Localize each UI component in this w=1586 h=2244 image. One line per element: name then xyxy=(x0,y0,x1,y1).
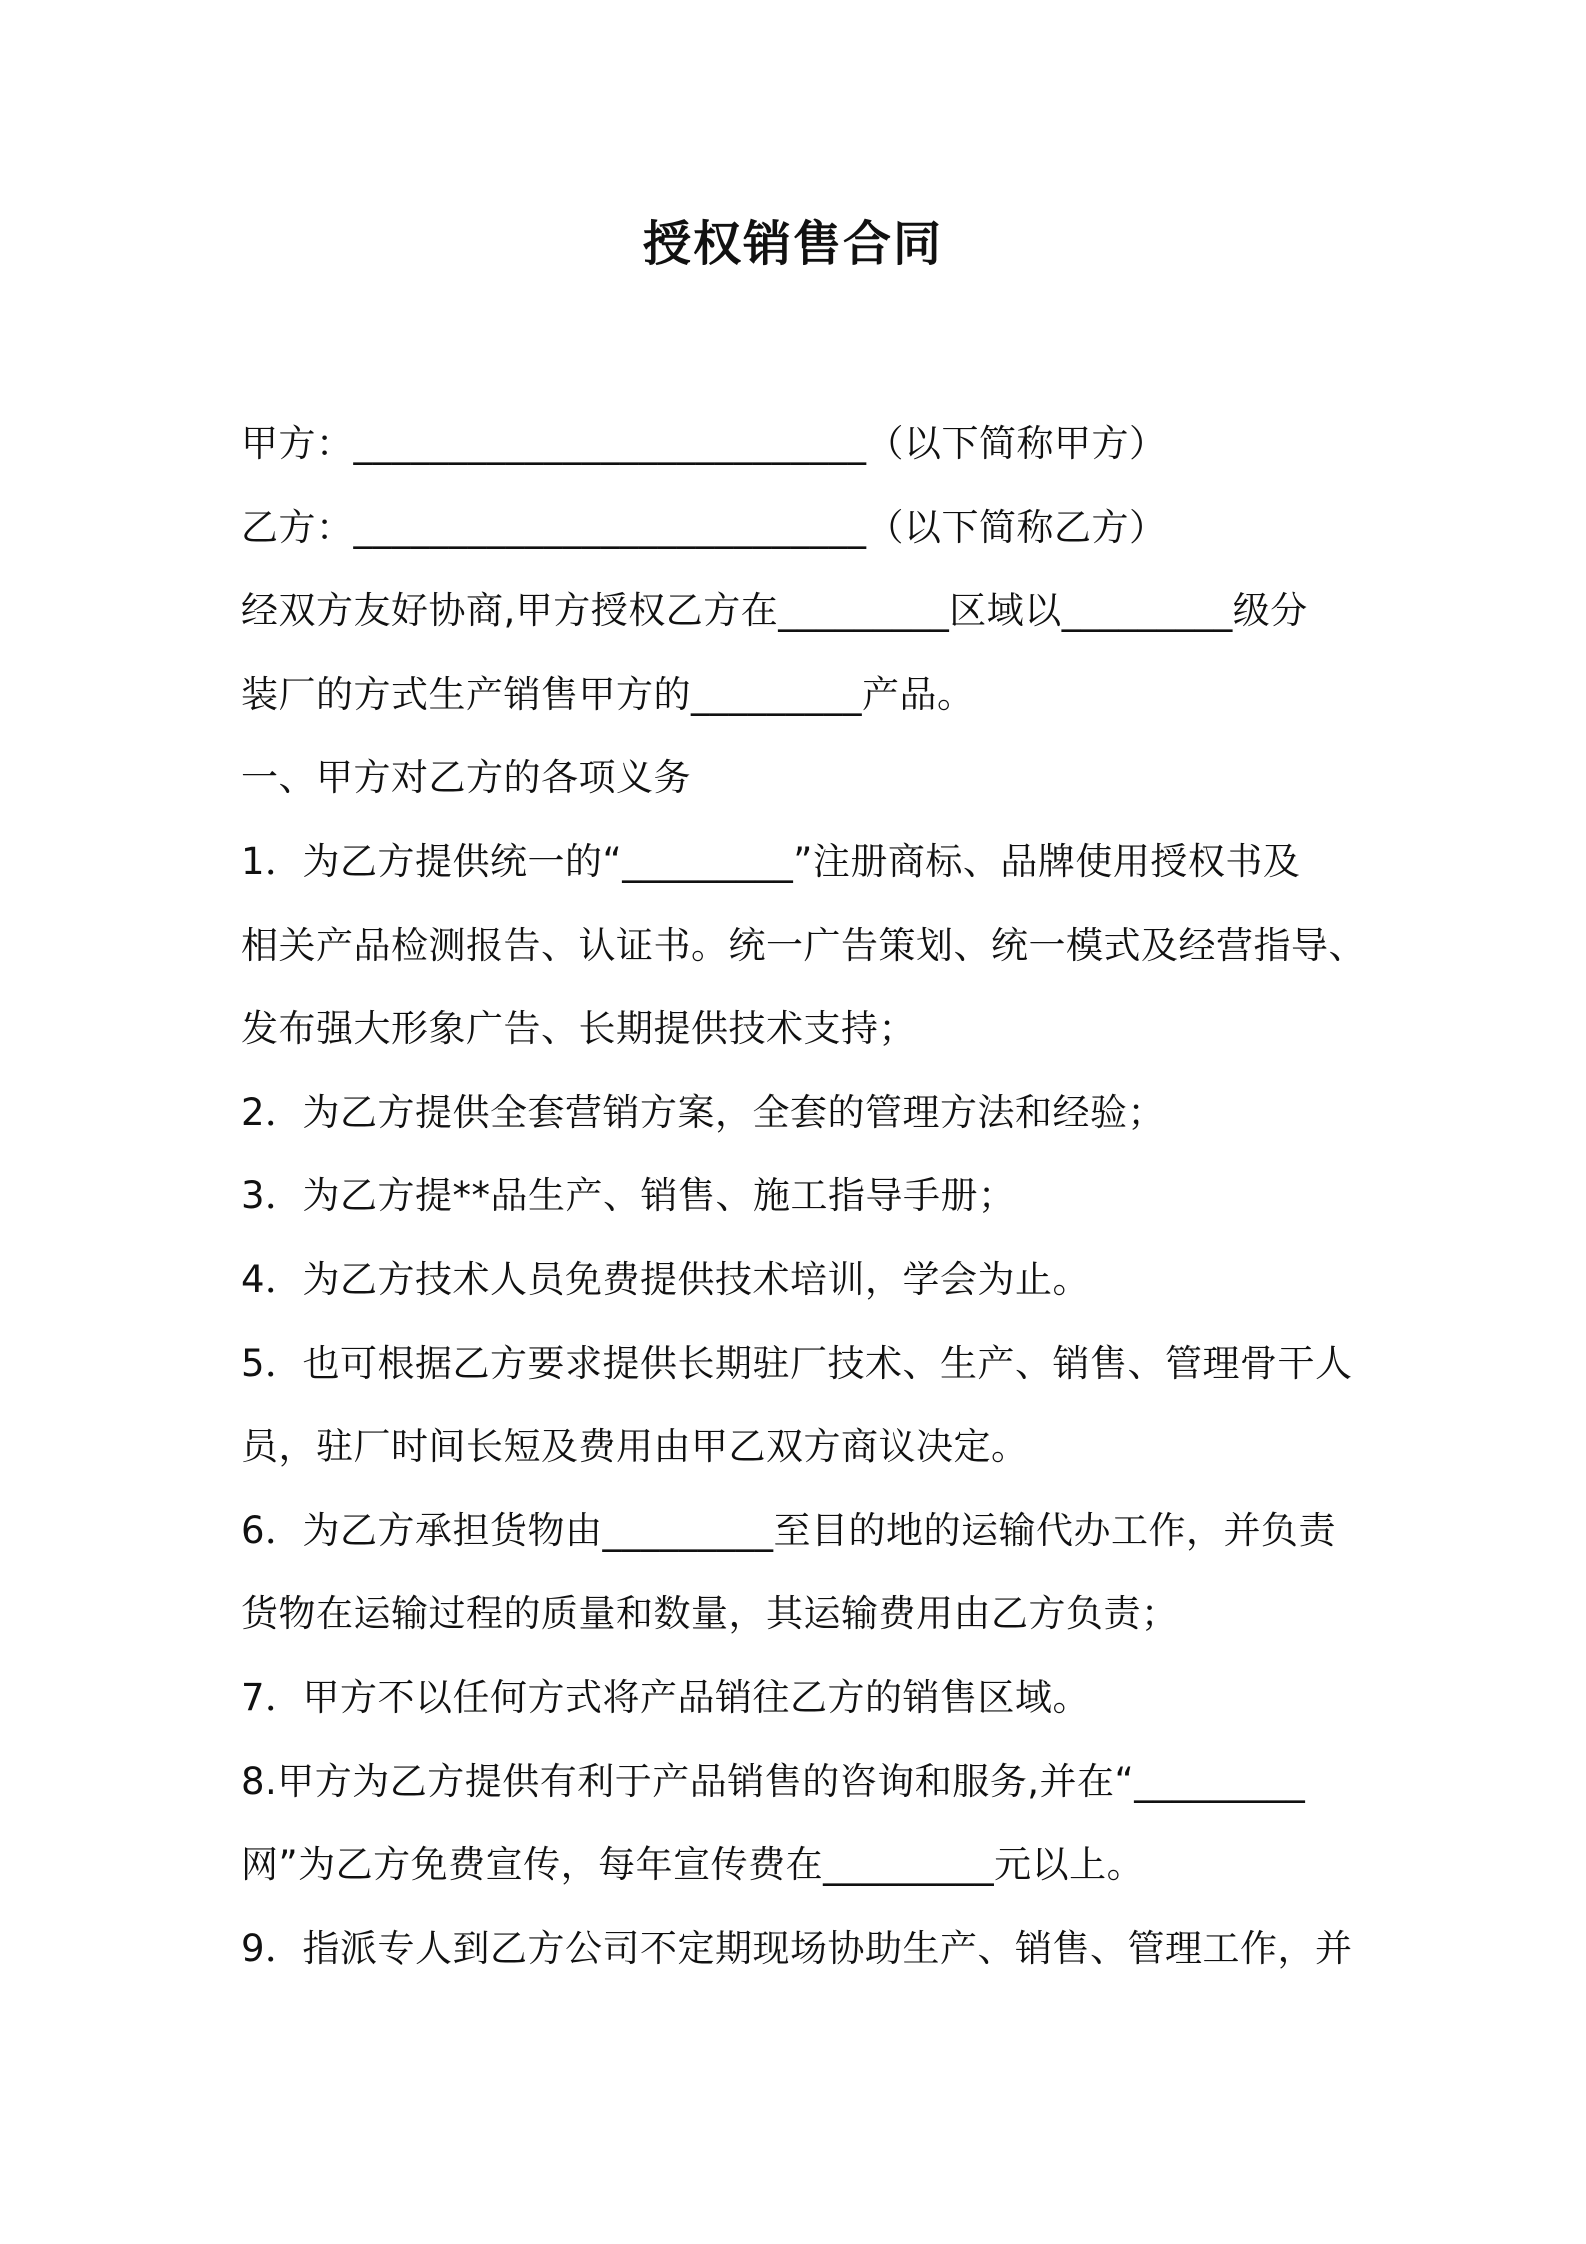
party-b-line: 乙方：___________________________（以下简称乙方） xyxy=(241,505,1167,549)
clause-5-line-1: 5．也可根据乙方要求提供长期驻厂技术、生产、销售、管理骨干人 xyxy=(241,1341,1353,1385)
clause-8-line-2: 网”为乙方免费宣传，每年宣传费在_________元以上。 xyxy=(241,1843,1145,1887)
section-heading-1: 一、甲方对乙方的各项义务 xyxy=(241,756,691,800)
clause-4-line-1: 4．为乙方技术人员免费提供技术培训，学会为止。 xyxy=(241,1257,1091,1301)
clause-2-line-1: 2．为乙方提供全套营销方案，全套的管理方法和经验； xyxy=(241,1090,1166,1134)
clause-9-line-1: 9．指派专人到乙方公司不定期现场协助生产、销售、管理工作，并 xyxy=(241,1926,1353,1970)
party-a-line: 甲方：___________________________（以下简称甲方） xyxy=(241,422,1167,465)
document-title: 授权销售合同 xyxy=(642,216,943,272)
clause-1-line-1: 1．为乙方提供统一的“_________”注册商标、品牌使用授权书及 xyxy=(241,839,1301,883)
clause-7-line-1: 7．甲方不以任何方式将产品销往乙方的销售区域。 xyxy=(241,1675,1091,1719)
document-body xyxy=(241,402,1366,1990)
clause-1-line-2: 相关产品检测报告、认证书。统一广告策划、统一模式及经营指导、 xyxy=(241,923,1366,967)
clause-1-line-3: 发布强大形象广告、长期提供技术支持； xyxy=(241,1007,916,1051)
clause-6-line-1: 6．为乙方承担货物由_________至目的地的运输代办工作，并负责 xyxy=(241,1508,1337,1552)
clause-8-line-1: 8.甲方为乙方提供有利于产品销售的咨询和服务,并在“_________ xyxy=(241,1759,1306,1803)
preamble-line-2: 装厂的方式生产销售甲方的_________产品。 xyxy=(241,672,975,716)
clause-5-line-2: 员，驻厂时间长短及费用由甲乙双方商议决定。 xyxy=(241,1425,1029,1469)
clause-3-line-1: 3．为乙方提**品生产、销售、施工指导手册； xyxy=(241,1174,1016,1218)
preamble-line-1: 经双方友好协商,甲方授权乙方在_________区域以_________级分 xyxy=(241,589,1308,633)
clause-6-line-2: 货物在运输过程的质量和数量，其运输费用由乙方负责； xyxy=(241,1592,1179,1636)
